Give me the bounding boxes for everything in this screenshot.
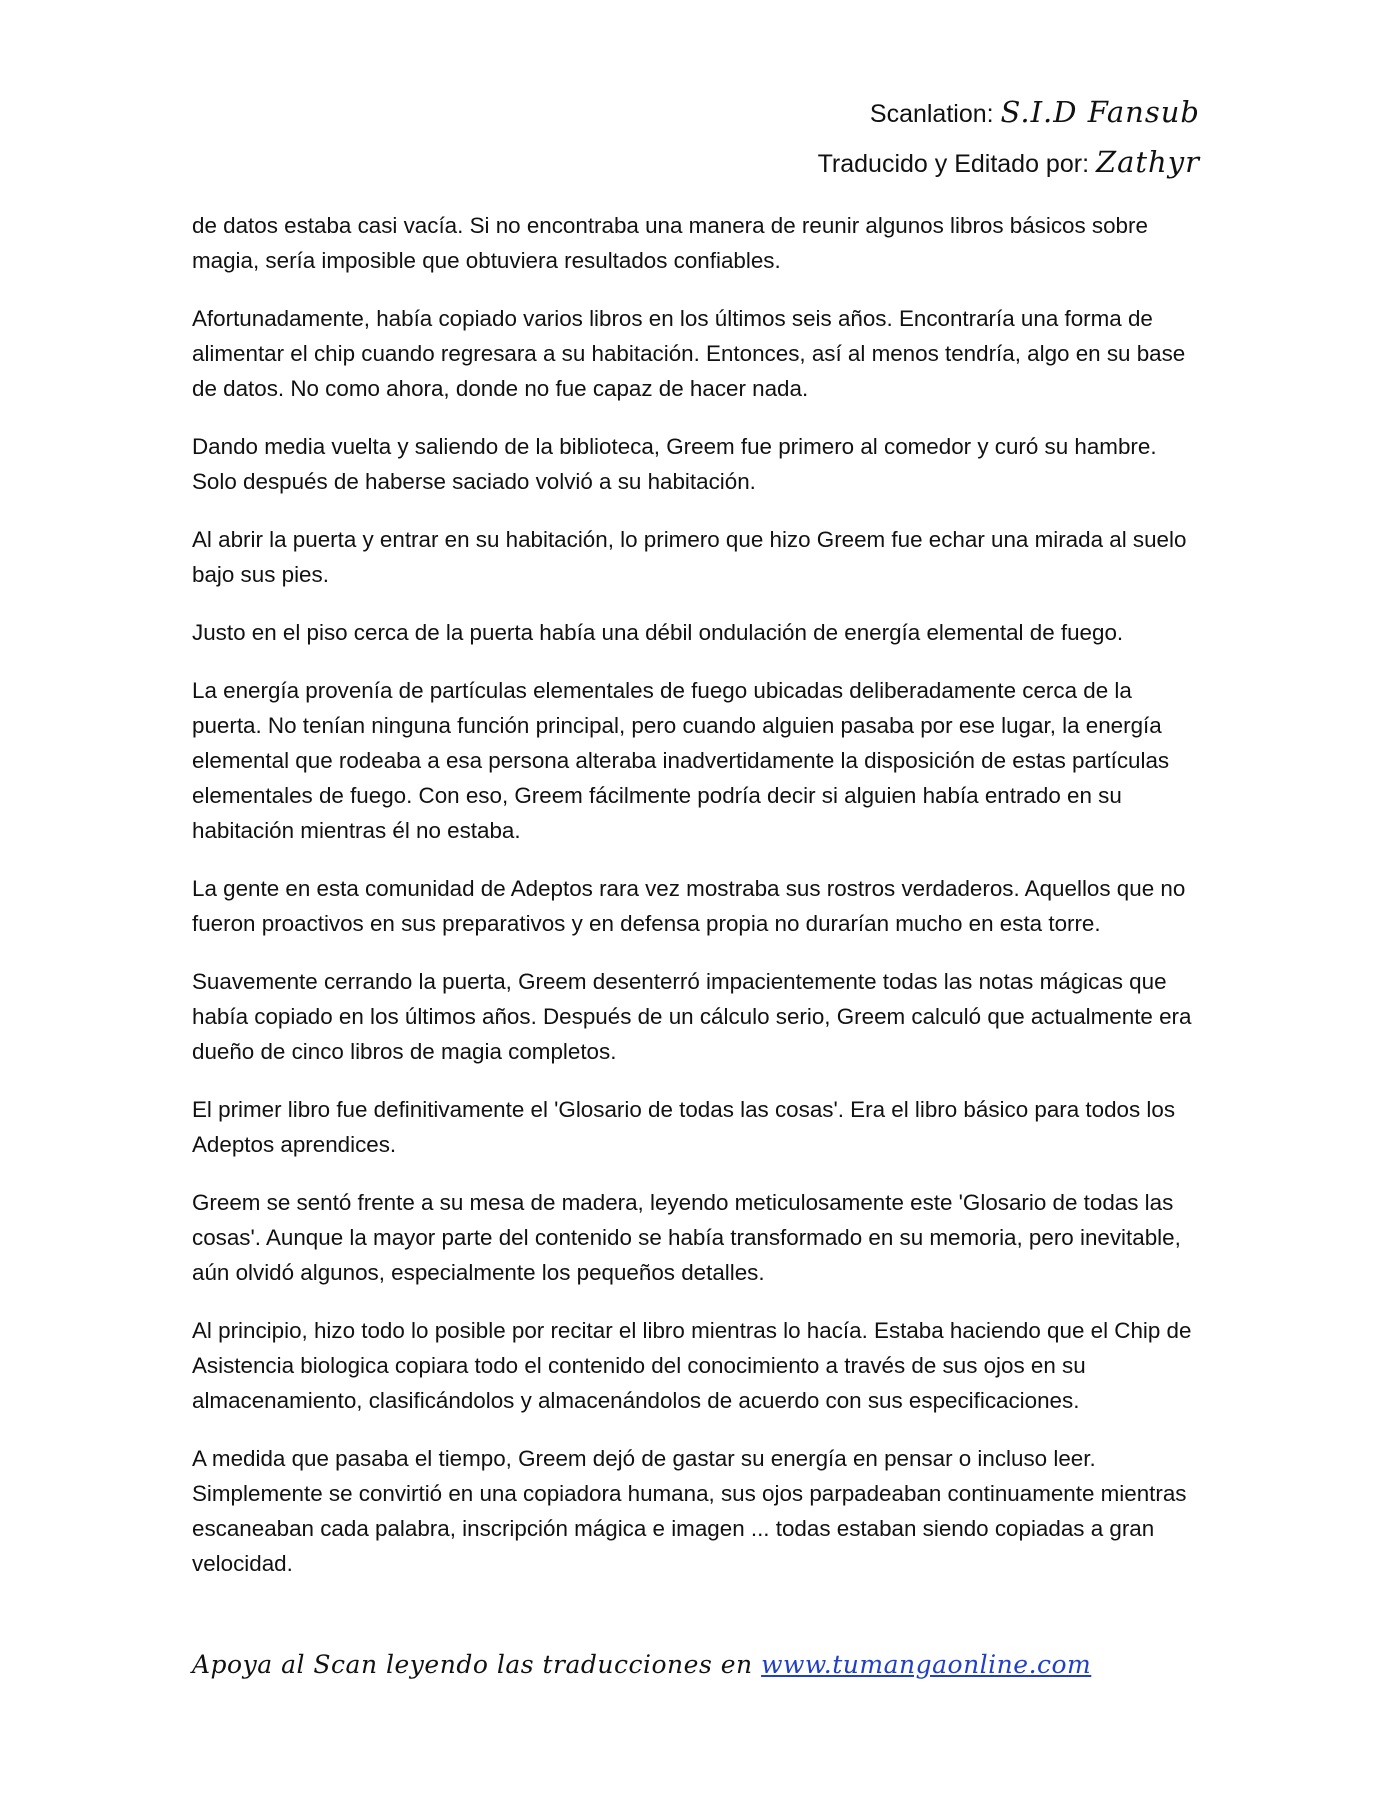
translator-name: Zathyr xyxy=(1095,145,1200,179)
paragraph: de datos estaba casi vacía. Si no encontraba una manera de reunir algunos libros básicos sobre magia, sería imposible que obtuviera resultados confiables. xyxy=(192,213,1148,273)
translator-line xyxy=(818,138,1200,188)
paragraph: A medida que pasaba el tiempo, Greem dejó de gastar su energía en pensar o incluso leer. Simplemente se convirtió en una copiadora humana, sus ojos parpadeaban continuamente mientras escaneaban cada palabra, inscripción mágica e imagen ... todas estaban siendo copiadas a gran velocidad. xyxy=(192,1446,1187,1576)
scanlation-line xyxy=(818,88,1200,138)
paragraph: Suavemente cerrando la puerta, Greem desenterró impacientemente todas las notas mágicas que había copiado en los últimos años. Después de un cálculo serio, Greem calculó que actualmente era dueño de cinco libros de magia completos. xyxy=(192,969,1192,1064)
footer-note xyxy=(192,1650,1091,1679)
paragraph: El primer libro fue definitivamente el 'Glosario de todas las cosas'. Era el libro básico para todos los Adeptos aprendices. xyxy=(192,1097,1176,1157)
scanlation-label: Scanlation: xyxy=(869,100,994,128)
paragraph: La energía provenía de partículas elementales de fuego ubicadas deliberadamente cerca de la puerta. No tenían ninguna función principal, pero cuando alguien pasaba por ese lugar, la energía elemental que rodeaba a esa persona alteraba inadvertidamente la disposición de estas partículas elementales de fuego. Con eso, Greem fácilmente podría decir si alguien había entrado en su habitación mientras él no estaba. xyxy=(192,678,1170,843)
paragraph: Greem se sentó frente a su mesa de madera, leyendo meticulosamente este 'Glosario de todas las cosas'. Aunque la mayor parte del contenido se había transformado en su memoria, pero inevitable, aún olvidó algunos, especialmente los pequeños detalles. xyxy=(192,1190,1181,1285)
paragraph: La gente en esta comunidad de Adeptos rara vez mostraba sus rostros verdaderos. Aquellos que no fueron proactivos en sus preparativos y en defensa propia no durarían mucho en esta torre. xyxy=(192,876,1186,936)
credits-header xyxy=(818,88,1200,188)
document-body xyxy=(192,208,1202,1604)
paragraph: Justo en el piso cerca de la puerta había una débil ondulación de energía elemental de fuego. xyxy=(192,620,1124,645)
footer-text: Apoya al Scan leyendo las traducciones en xyxy=(192,1650,753,1679)
paragraph: Al principio, hizo todo lo posible por recitar el libro mientras lo hacía. Estaba haciendo que el Chip de Asistencia biologica copiara todo el contenido del conocimiento a través de sus ojos en su almacenamiento, clasificándolos y almacenándolos de acuerdo con sus especificaciones. xyxy=(192,1318,1192,1413)
translator-label: Traducido y Editado por: xyxy=(817,150,1090,178)
footer-link[interactable]: www.tumangaonline.com xyxy=(761,1650,1092,1679)
scanlation-group: S.I.D Fansub xyxy=(1000,95,1200,129)
paragraph: Al abrir la puerta y entrar en su habitación, lo primero que hizo Greem fue echar una mirada al suelo bajo sus pies. xyxy=(192,527,1187,587)
paragraph: Afortunadamente, había copiado varios libros en los últimos seis años. Encontraría una forma de alimentar el chip cuando regresara a su habitación. Entonces, así al menos tendría, algo en su base de datos. No como ahora, donde no fue capaz de hacer nada. xyxy=(192,306,1186,401)
paragraph: Dando media vuelta y saliendo de la biblioteca, Greem fue primero al comedor y curó su hambre. Solo después de haberse saciado volvió a su habitación. xyxy=(192,434,1157,494)
